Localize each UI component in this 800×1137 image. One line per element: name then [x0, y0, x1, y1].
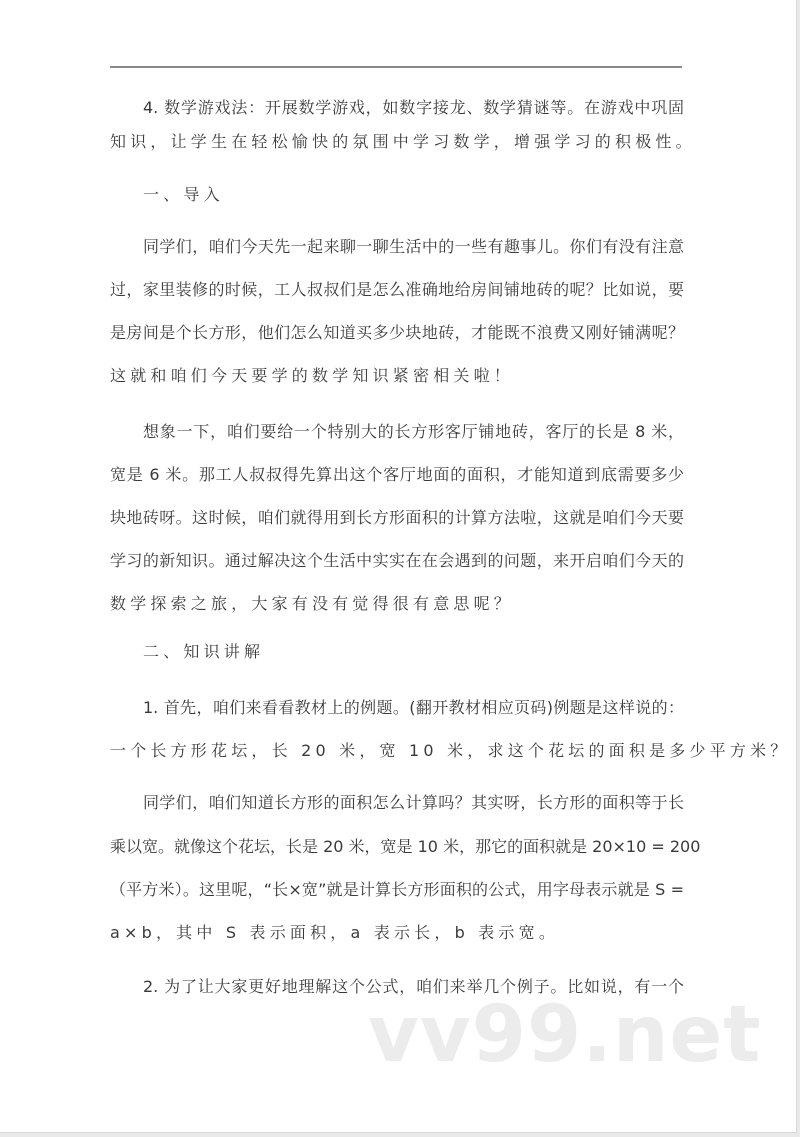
paragraph-line: 块地砖呀。这时候，咱们就得用到长方形面积的计算方法啦，这就是咱们今天要 — [110, 508, 684, 527]
paragraph-line: 这就和咱们今天要学的数学知识紧密相关啦！ — [110, 366, 515, 385]
paragraph-line: 4. 数学游戏法：开展数学游戏，如数字接龙、数学猜谜等。在游戏中巩固 — [143, 98, 684, 117]
paragraph-line: 宽是 6 米。那工人叔叔得先算出这个客厅地面的面积，才能知道到底需要多少 — [110, 465, 684, 484]
paragraph-line: 一个长方形花坛，长 20 米，宽 10 米，求这个花坛的面积是多少平方米？ — [110, 741, 791, 760]
paragraph-line: 2. 为了让大家更好地理解这个公式，咱们来举几个例子。比如说，有一个 — [143, 977, 684, 996]
paragraph-line: 学习的新知识。通过解决这个生活中实实在在会遇到的问题，来开启咱们今天的 — [110, 551, 684, 570]
paragraph-line: 知识，让学生在轻松愉快的氛围中学习数学，增强学习的积极性。 — [110, 132, 696, 151]
paragraph-line: 是房间是个长方形，他们怎么知道买多少块地砖，才能既不浪费又刚好铺满呢？ — [110, 323, 684, 342]
watermark: vv99.net — [368, 990, 762, 1080]
paragraph-line: a×b，其中 S 表示面积，a 表示长，b 表示宽。 — [110, 923, 560, 942]
paragraph-line: 过，家里装修的时候，工人叔叔们是怎么准确地给房间铺地砖的呢？比如说，要 — [110, 280, 684, 299]
header-rule — [110, 66, 682, 68]
paragraph-line: 1. 首先，咱们来看看教材上的例题。(翻开教材相应页码)例题是这样说的： — [143, 698, 684, 717]
paragraph-line: 乘以宽。就像这个花坛，长是 20 米，宽是 10 米，那它的面积就是 20×10 = 200 — [110, 837, 701, 856]
paragraph-line: 同学们，咱们今天先一起来聊一聊生活中的一些有趣事儿。你们有没有注意 — [143, 237, 684, 256]
paragraph-line: 数学探索之旅，大家有没有觉得很有意思呢？ — [110, 594, 515, 613]
paragraph-line: 二、知识讲解 — [143, 642, 265, 661]
paragraph-line: 同学们，咱们知道长方形的面积怎么计算吗？其实呀，长方形的面积等于长 — [143, 793, 684, 812]
paragraph-line: （平方米）。这里呢，“长×宽”就是计算长方形面积的公式，用字母表示就是 S = — [110, 880, 684, 899]
paragraph-line: 一、导入 — [143, 185, 224, 204]
paragraph-line: 想象一下，咱们要给一个特别大的长方形客厅铺地砖，客厅的长是 8 米， — [143, 422, 684, 441]
